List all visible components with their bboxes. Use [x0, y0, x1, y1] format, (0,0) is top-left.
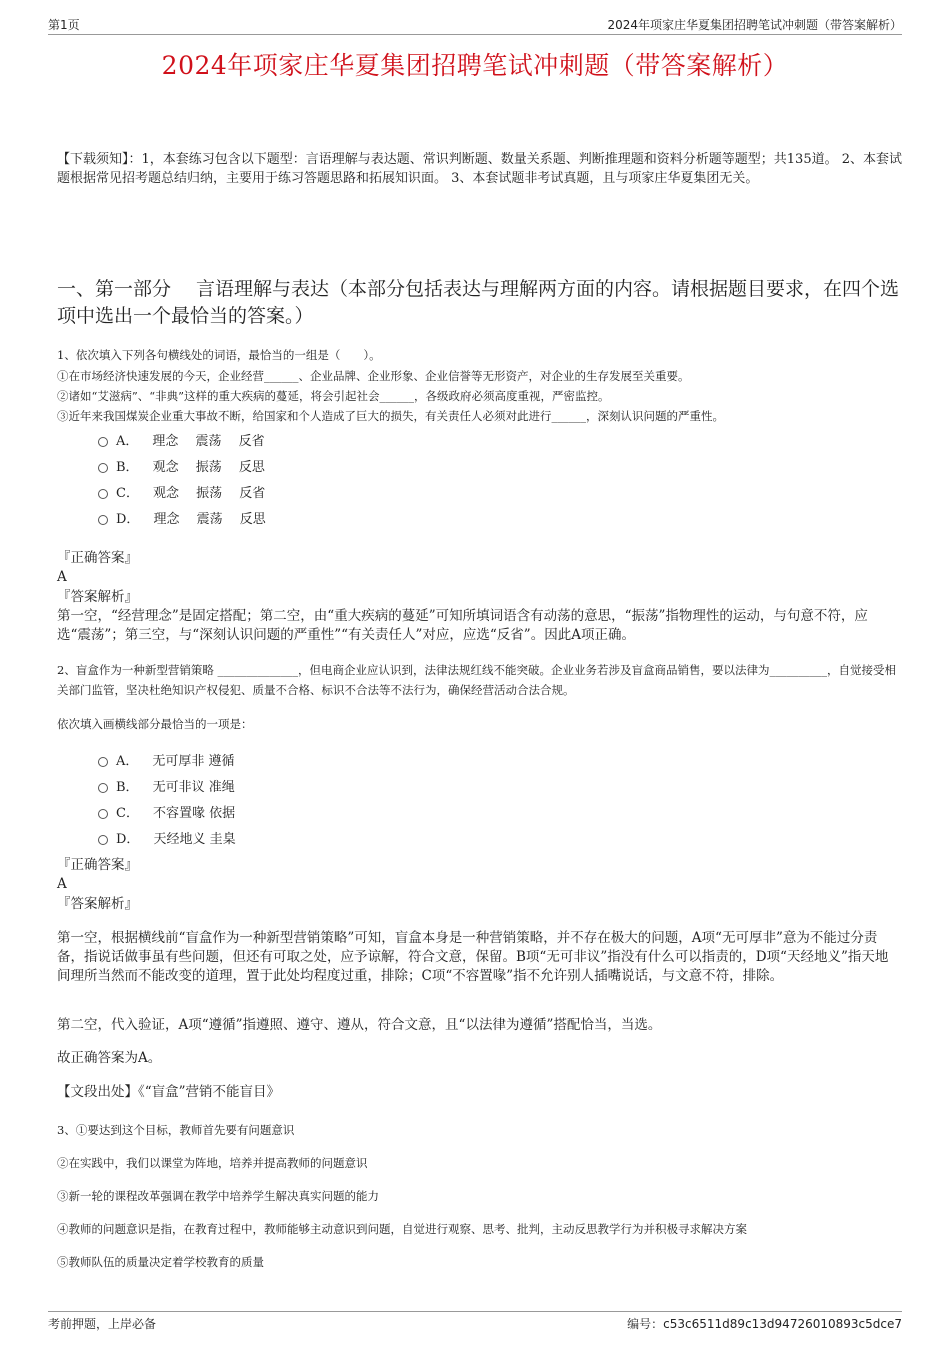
- q1-option-b[interactable]: B． 观念 振荡 反思: [98, 456, 265, 475]
- radio-icon[interactable]: [98, 757, 108, 767]
- footer-slogan: 考前押题，上岸必备: [48, 1317, 157, 1331]
- footer-code: 编号：c53c6511d89c13d94726010893c5dce7: [627, 1317, 902, 1331]
- q2-stem: 2、盲盒作为一种新型营销策略 ______________，但电商企业应认识到，法律法规红线不能突破。企业业务若涉及盲盒商品销售，要以法律为__________，自觉接受相关部门监管，坚决杜绝知识产权侵犯、质量不合格、标识不合法等不法行为，确保经营活动合法合规。: [57, 663, 896, 697]
- q1-analysis-tag: 『答案解析』: [57, 589, 138, 605]
- q2-option-d[interactable]: D． 天经地义 圭臬: [98, 828, 236, 847]
- page-header: [48, 16, 902, 35]
- q2-analysis-1: 第一空，根据横线前“盲盒作为一种新型营销策略”可知，盲盒本身是一种营销策略，并不存在极大的问题，A项“无可厚非”意为不能过分责备，指说话做事虽有些问题，但还有可取之处，应予谅解，符合文意，保留。B项“无可非议”指没有什么可以指责的，D项“天经地义”指天地间理所当然而不能改变的道理，置于此处均程度过重，排除；C项“不容置喙”指不允许别人插嘴说话，与文意不符，排除。: [57, 930, 889, 984]
- q2-prompt: 依次填入画横线部分最恰当的一项是：: [57, 717, 253, 731]
- radio-icon[interactable]: [98, 809, 108, 819]
- radio-icon[interactable]: [98, 835, 108, 845]
- q1-option-a[interactable]: A． 理念 震荡 反省: [98, 430, 265, 449]
- q2-analysis-3: 故正确答案为A。: [57, 1050, 162, 1066]
- radio-icon[interactable]: [98, 463, 108, 473]
- download-notice: 【下载须知】：1，本套练习包含以下题型：言语理解与表达题、常识判断题、数量关系题、判断推理题和资料分析题等题型；共135道。 2、本套试题根据常见招考题总结归纳，主要用于练习答题思路和拓展知识面。 3、本套试题非考试真题，且与项家庄华夏集团无关。: [57, 152, 902, 186]
- page-number: 第1页: [48, 18, 80, 32]
- q3-stem: 3、①要达到这个目标，教师首先要有问题意识: [57, 1123, 295, 1137]
- q1-answer-tag: 『正确答案』: [57, 550, 138, 566]
- section-heading: 一、第一部分 言语理解与表达（本部分包括表达与理解两方面的内容。请根据题目要求，在四个选项中选出一个最恰当的答案。）: [57, 278, 900, 327]
- q2-analysis-tag: 『答案解析』: [57, 896, 138, 912]
- q3-line-2: ②在实践中，我们以课堂为阵地，培养并提高教师的问题意识: [57, 1156, 368, 1170]
- q2-source: 【文段出处】《“盲盒”营销不能盲目》: [57, 1084, 281, 1100]
- q1-option-c[interactable]: C． 观念 振荡 反省: [98, 482, 265, 501]
- header-doc-title: 2024年项家庄华夏集团招聘笔试冲刺题（带答案解析）: [607, 18, 902, 32]
- q1-line-3: ③近年来我国煤炭企业重大事故不断，给国家和个人造成了巨大的损失，有关责任人必须对此进行______，深刻认识问题的严重性。: [57, 409, 724, 423]
- radio-icon[interactable]: [98, 437, 108, 447]
- q2-option-b[interactable]: B． 无可非议 准绳: [98, 776, 235, 795]
- q1-stem: 1、依次填入下列各句横线处的词语，最恰当的一组是（ ）。: [57, 348, 381, 362]
- q3-line-5: ⑤教师队伍的质量决定着学校教育的质量: [57, 1255, 264, 1269]
- q1-option-d[interactable]: D． 理念 震荡 反思: [98, 508, 266, 527]
- q2-answer-tag: 『正确答案』: [57, 857, 138, 873]
- q1-line-2: ②诸如“艾滋病”、“非典”这样的重大疾病的蔓延，将会引起社会______，各级政府必须高度重视，严密监控。: [57, 389, 610, 403]
- radio-icon[interactable]: [98, 783, 108, 793]
- page-title: 2024年项家庄华夏集团招聘笔试冲刺题（带答案解析）: [161, 51, 789, 80]
- q2-option-c[interactable]: C． 不容置喙 依据: [98, 802, 235, 821]
- q3-line-3: ③新一轮的课程改革强调在教学中培养学生解决真实问题的能力: [57, 1189, 379, 1203]
- page-footer: [48, 1311, 902, 1332]
- q2-analysis-2: 第二空，代入验证，A项“遵循”指遵照、遵守、遵从，符合文意，且“以法律为遵循”搭配恰当，当选。: [57, 1017, 662, 1033]
- q3-line-4: ④教师的问题意识是指，在教育过程中，教师能够主动意识到问题，自觉进行观察、思考、批判，主动反思教学行为并积极寻求解决方案: [57, 1222, 747, 1236]
- q2-option-a[interactable]: A． 无可厚非 遵循: [98, 750, 235, 769]
- q1-line-1: ①在市场经济快速发展的今天，企业经营______、企业品牌、企业形象、企业信誉等无形资产，对企业的生存发展至关重要。: [57, 369, 690, 383]
- q2-answer: A: [57, 876, 67, 892]
- radio-icon[interactable]: [98, 489, 108, 499]
- q1-answer: A: [57, 569, 67, 585]
- radio-icon[interactable]: [98, 515, 108, 525]
- q1-analysis: 第一空，“经营理念”是固定搭配；第二空，由“重大疾病的蔓延”可知所填词语含有动荡的意思，“振荡”指物理性的运动，与句意不符，应选“震荡”；第三空，与“深刻认识问题的严重性”“有关责任人”对应，应选“反省”。因此A项正确。: [57, 608, 868, 643]
